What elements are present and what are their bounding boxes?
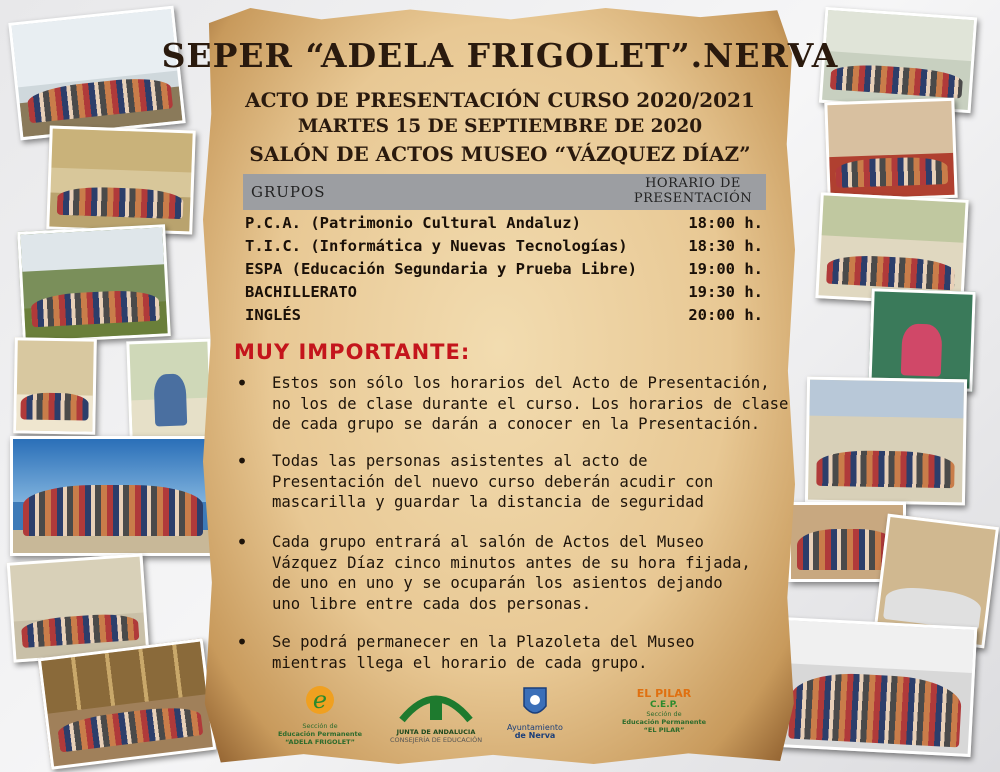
schedule-header: [243, 174, 766, 210]
bullet-icon: •: [236, 371, 249, 395]
poster-title: SEPER “ADELA FRIGOLET”.NERVA: [161, 36, 839, 75]
junta-andalucia-arch-icon: [396, 684, 476, 724]
group-name: BACHILLERATO: [245, 283, 357, 301]
schedule-row: [245, 306, 765, 328]
photo-teacher-waving: [868, 288, 975, 392]
seper-e-icon: [300, 682, 340, 718]
bullet-icon: •: [236, 630, 249, 654]
event-date: MARTES 15 DE SEPTIEMBRE DE 2020: [297, 116, 703, 137]
nerva-shield-icon: [522, 686, 548, 720]
logo-seper-adela-frigolet: e Sección de Educación Permanente “ADELA FRIGOLET”: [270, 682, 370, 746]
photo-audience: [775, 617, 978, 757]
bullet-icon: •: [236, 530, 249, 554]
event-subtitle: ACTO DE PRESENTACIÓN CURSO 2020/2021: [245, 88, 755, 112]
schedule-row: [245, 260, 765, 282]
logo-cep-el-pilar: EL PILAR C.E.P. Sección de Educación Permanente “EL PILAR”: [621, 687, 707, 734]
photo-classroom-3: [7, 553, 150, 662]
logo-ayuntamiento-nerva: Ayuntamiento de Nerva: [498, 686, 572, 740]
group-name: P.C.A. (Patrimonio Cultural Andaluz): [245, 214, 581, 232]
group-time: 19:30 h.: [688, 283, 763, 301]
bullet-icon: •: [236, 449, 249, 473]
photo-museum-visit: [38, 638, 216, 769]
svg-text:e: e: [312, 686, 328, 714]
photo-classroom-2: [13, 337, 97, 434]
group-time: 19:00 h.: [688, 260, 763, 278]
group-name: T.I.C. (Informática y Nuevas Tecnologías): [245, 237, 628, 255]
column-groups: GRUPOS: [251, 183, 326, 201]
event-venue: SALÓN DE ACTOS MUSEO “VÁZQUEZ DÍAZ”: [249, 142, 751, 166]
schedule-row: [245, 214, 765, 236]
group-time: 20:00 h.: [688, 306, 763, 324]
logo-junta-andalucia: JUNTA DE ANDALUCIA CONSEJERÍA DE EDUCACIÓN: [390, 684, 482, 744]
photo-group-garden: [17, 224, 171, 344]
schedule-row: [245, 283, 765, 305]
group-name: ESPA (Educación Segundaria y Prueba Libre): [245, 260, 637, 278]
poster: SEPER “ADELA FRIGOLET”.NERVA ACTO DE PRESENTACIÓN CURSO 2020/2021 MARTES 15 DE SEPTIEMBRE DE 2020 SALÓN DE ACTOS MUSEO “VÁZQUEZ DÍAZ” GRUPOS HORARIO DE PRESENTACIÓN P.C.A. (Patrimonio Cultural Andaluz) 18:00 h. T.I.C. (Informática y Nuevas Tecnologías) 18:30 h. ESPA (Educación Segundaria y Prueba Libre) 19:00 h. BACHILLERATO 19:30 h. INGLÉS 20:00 h. MUY IMPORTANTE: • Estos son sólo los horarios del Acto de Presentación, no los de clase durante el curso. Los horarios de clase de cada grupo se darán a conocer en la Presentación. • Todas las personas asistentes al acto de Presentación del nuevo curso deberán acudir con mascarilla y guardar la distancia de seguridad • Cada grupo entrará al salón de Actos del Museo Vázquez Díaz cinco minutos antes de su hora fijada, de uno en uno y se ocuparán los asientos dejando uno libre entre cada dos personas. • Se podrá permanecer en la Plazoleta del Museo mientras llega el horario de cada grupo. e Sección de Educación Permanente “ADELA FRIGOLET” JUNTA DE ANDALUCIA CONSEJERÍA DE EDUCACIÓN Ayuntamiento de Nerva EL PILAR C.E.P. Sección de Educación Permanente “EL PILAR”: [0, 0, 1000, 772]
photo-group-beach: [10, 436, 216, 556]
schedule-row: [245, 237, 765, 259]
group-name: INGLÉS: [245, 306, 301, 324]
photo-classroom-4: [805, 377, 967, 506]
column-time: HORARIO DE PRESENTACIÓN: [633, 176, 753, 206]
important-heading: MUY IMPORTANTE:: [234, 340, 471, 364]
group-time: 18:30 h.: [688, 237, 763, 255]
group-time: 18:00 h.: [688, 214, 763, 232]
photo-student-table: [126, 339, 213, 442]
